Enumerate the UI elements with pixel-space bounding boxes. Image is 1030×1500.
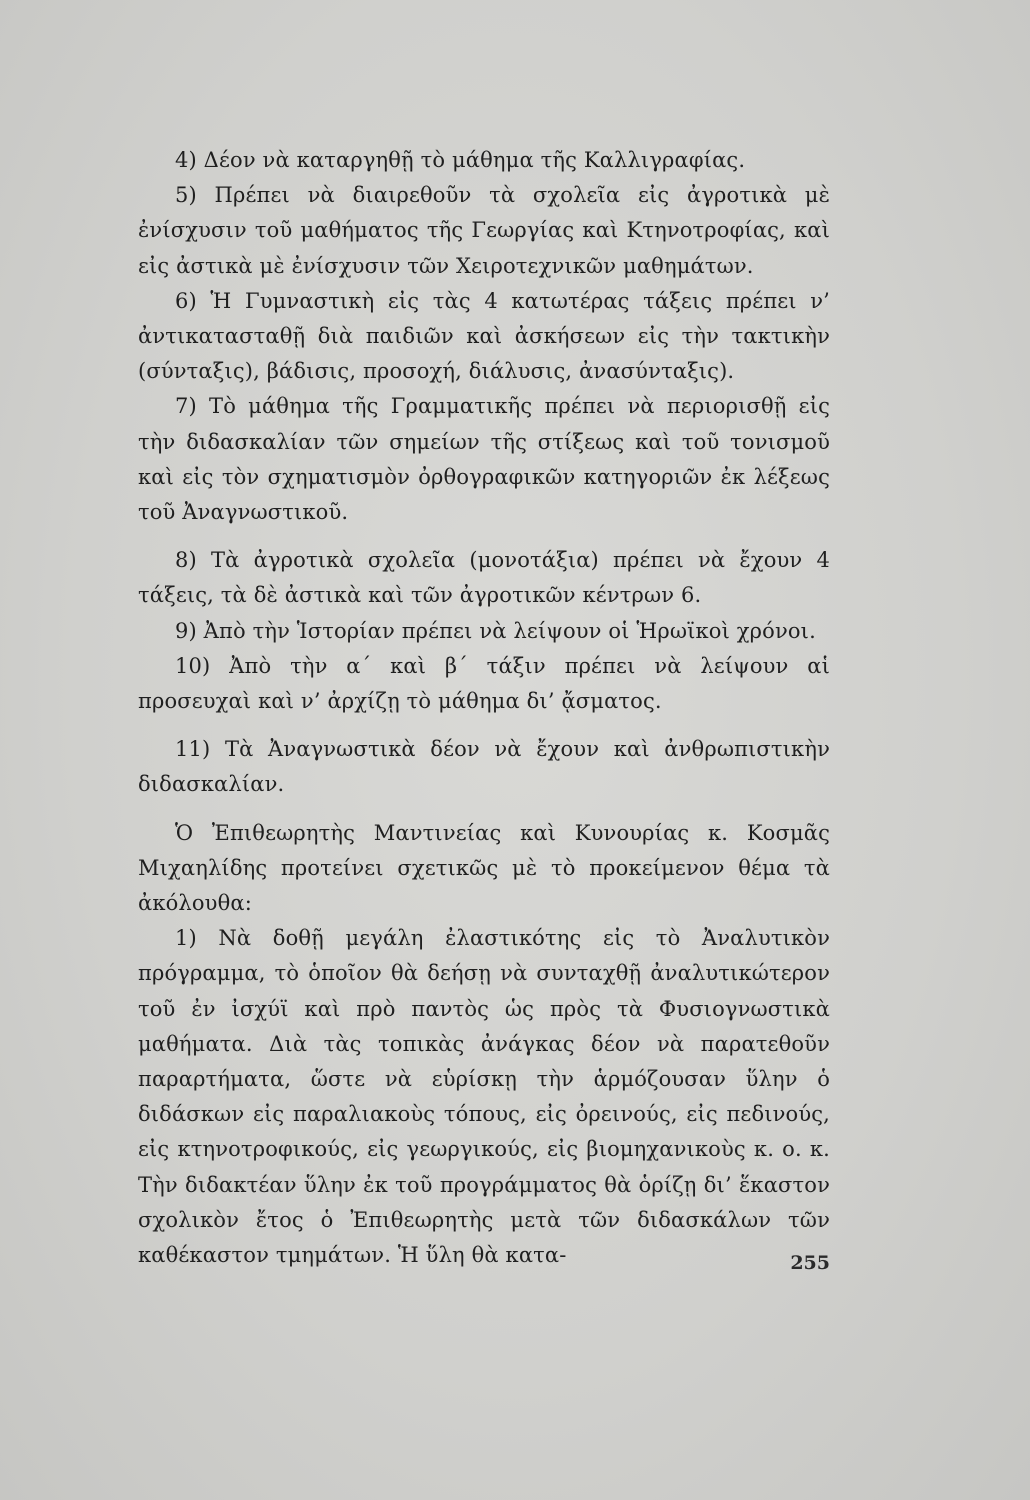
paragraph-item-10: 10) Ἀπὸ τὴν α΄ καὶ β΄ τάξιν πρέπει νὰ λείψουν αἱ προσευχαὶ καὶ ν’ ἀρχίζῃ τὸ μάθημα δι’ ᾄσματος.	[138, 653, 830, 714]
paragraph-inspector-proposal: Ὁ Ἐπιθεωρητὴς Μαντινείας καὶ Κυνουρίας κ. Κοσμᾶς Μιχαηλίδης προτείνει σχετικῶς μὲ τὸ προκείμενον θέμα τὰ ἀκόλουθα:	[138, 820, 830, 916]
paragraph-proposal-1: 1) Νὰ δοθῇ μεγάλη ἐλαστικότης εἰς τὸ Ἀναλυτικὸν πρόγραμμα, τὸ ὁποῖον θὰ δεήσῃ νὰ συνταχθῇ ἀναλυτικώτερον τοῦ ἐν ἰσχύϊ καὶ πρὸ παντὸς ὡς πρὸς τὰ Φυσιογνωστικὰ μαθήματα. Διὰ τὰς τοπικὰς ἀνάγκας δέον νὰ παρατεθοῦν παραρτήματα, ὥστε νὰ εὑρίσκῃ τὴν ἁρμόζουσαν ὕλην ὁ διδάσκων εἰς παραλιακοὺς τόπους, εἰς ὀρεινούς, εἰς πεδινούς, εἰς κτηνοτροφικούς, εἰς γεωργικούς, εἰς βιομηχανικοὺς κ. ο. κ. Τὴν διδακτέαν ὕλην ἐκ τοῦ προγράμματος θὰ ὁρίζῃ δι’ ἕκαστον σχολικὸν ἔτος ὁ Ἐπιθεωρητὴς μετὰ τῶν διδασκάλων τῶν καθέκαστον τμημάτων. Ἡ ὕλη θὰ κατα-	[138, 926, 830, 1268]
paragraph-item-4: 4) Δέον νὰ καταργηθῇ τὸ μάθημα τῆς Καλλιγραφίας.	[175, 148, 746, 172]
paragraph-item-6: 6) Ἡ Γυμναστικὴ εἰς τὰς 4 κατωτέρας τάξεις πρέπει ν’ ἀντικατασταθῇ διὰ παιδιῶν καὶ ἀσκήσεων εἰς τὴν τακτικὴν (σύνταξις), βάδισις, προσοχή, διάλυσις, ἀνασύνταξις).	[138, 288, 830, 384]
paragraph-item-11: 11) Τὰ Ἀναγνωστικὰ δέον νὰ ἔχουν καὶ ἀνθρωπιστικὴν διδασκαλίαν.	[138, 737, 830, 797]
paragraph-item-8: 8) Τὰ ἀγροτικὰ σχολεῖα (μονοτάξια) πρέπει νὰ ἔχουν 4 τάξεις, τὰ δὲ ἀστικὰ καὶ τῶν ἀγροτικῶν κέντρων 6.	[138, 548, 830, 608]
paragraph-item-9: 9) Ἀπὸ τὴν Ἱστορίαν πρέπει νὰ λείψουν οἱ Ἡρωϊκοὶ χρόνοι.	[175, 618, 816, 643]
page-number: 255	[790, 1252, 830, 1274]
body-text	[138, 143, 830, 1273]
paragraph-item-7: 7) Τὸ μάθημα τῆς Γραμματικῆς πρέπει νὰ περιορισθῇ εἰς τὴν διδασκαλίαν τῶν σημείων τῆς στίξεως καὶ τοῦ τονισμοῦ καὶ εἰς τὸν σχηματισμὸν ὀρθογραφικῶν κατηγοριῶν ἐκ λέξεως τοῦ Ἀναγνωστικοῦ.	[138, 394, 830, 525]
paragraph-item-5: 5) Πρέπει νὰ διαιρεθοῦν τὰ σχολεῖα εἰς ἀγροτικὰ μὲ ἐνίσχυσιν τοῦ μαθήματος τῆς Γεωργίας καὶ Κτηνοτροφίας, καὶ εἰς ἀστικὰ μὲ ἐνίσχυσιν τῶν Χειροτεχνικῶν μαθημάτων.	[138, 183, 830, 278]
